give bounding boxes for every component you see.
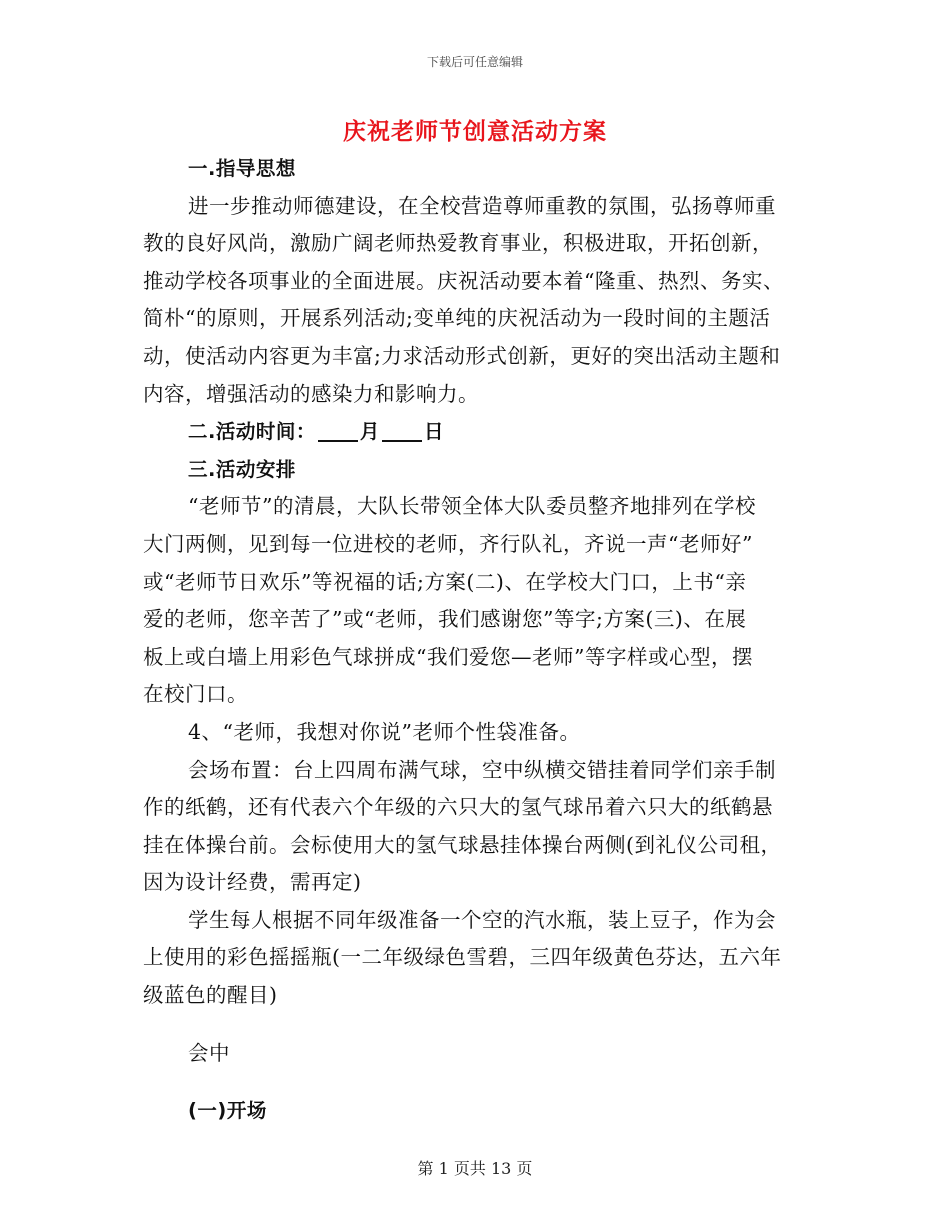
activity-time-label: 二.活动时间： [188,420,316,444]
paragraph-line: 上使用的彩色摇摇瓶(一二年级绿色雪碧，三四年级黄色芬达，五六年 [143,945,782,970]
paragraph-line: 会场布置：台上四周布满气球，空中纵横交错挂着同学们亲手制 [188,757,776,782]
day-blank [382,418,422,442]
page-number: 第 1 页共 13 页 [417,1159,533,1178]
paragraph-line: 因为设计经费，需再定) [143,870,362,895]
paragraph-line: 板上或白墙上用彩色气球拼成“我们爱您—老师”等字样或心型，摆 [143,644,753,669]
paragraph-line: 在校门口。 [143,682,248,707]
paragraph-line: 简朴“的原则，开展系列活动;变单纯的庆祝活动为一段时间的主题活 [143,306,771,331]
section-heading-activity-time [143,413,808,451]
paragraph-line: 或“老师节日欢乐”等祝福的话;方案(二)、在学校大门口，上书“亲 [143,569,747,594]
paragraph-line: 级蓝色的醒目) [143,983,278,1008]
paragraph-line: 教的良好风尚，激励广阔老师热爱教育事业，积极进取，开拓创新， [143,231,773,256]
month-blank [318,418,358,442]
paragraph-line: 爱的老师，您辛苦了”或“老师，我们感谢您”等字;方案(三)、在展 [143,607,747,632]
section-heading-activity-arrangement: 三.活动安排 [188,457,296,481]
paragraph-line: “老师节”的清晨，大队长带领全体大队委员整齐地排列在学校 [188,494,756,519]
paragraph-line: 进一步推动师德建设，在全校营造尊师重教的氛围，弘扬尊师重 [188,193,776,218]
list-item-4: 4、“老师，我想对你说”老师个性袋准备。 [188,719,581,744]
document-title: 庆祝老师节创意活动方案 [343,118,607,145]
day-label: 日 [423,420,444,444]
document-body [143,150,808,1130]
paragraph-line: 作的纸鹤，还有代表六个年级的六只大的氢气球吊着六只大的纸鹤悬 [143,795,773,820]
spacer [143,1072,808,1092]
paragraph-line: 推动学校各项事业的全面进展。庆祝活动要本着“隆重、热烈、务实、 [143,268,784,293]
subsection-heading-opening: (一)开场 [188,1099,267,1123]
header-note: 下载后可任意编辑 [426,55,523,69]
section-heading-guiding-ideology: 一.指导思想 [188,157,296,180]
paragraph-line: 大门两侧，见到每一位进校的老师，齐行队礼，齐说一声“老师好” [143,531,753,556]
spacer [143,1015,808,1035]
paragraph-line: 内容，增强活动的感染力和影响力。 [143,381,479,406]
paragraph-line: 学生每人根据不同年级准备一个空的汽水瓶，装上豆子，作为会 [188,907,776,932]
meeting-label: 会中 [188,1040,230,1065]
paragraph-line: 挂在体操台前。会标使用大的氢气球悬挂体操台两侧(到礼仪公司租， [143,832,782,857]
month-label: 月 [359,420,380,444]
paragraph-line: 动，使活动内容更为丰富;力求活动形式创新，更好的突出活动主题和 [143,343,781,368]
